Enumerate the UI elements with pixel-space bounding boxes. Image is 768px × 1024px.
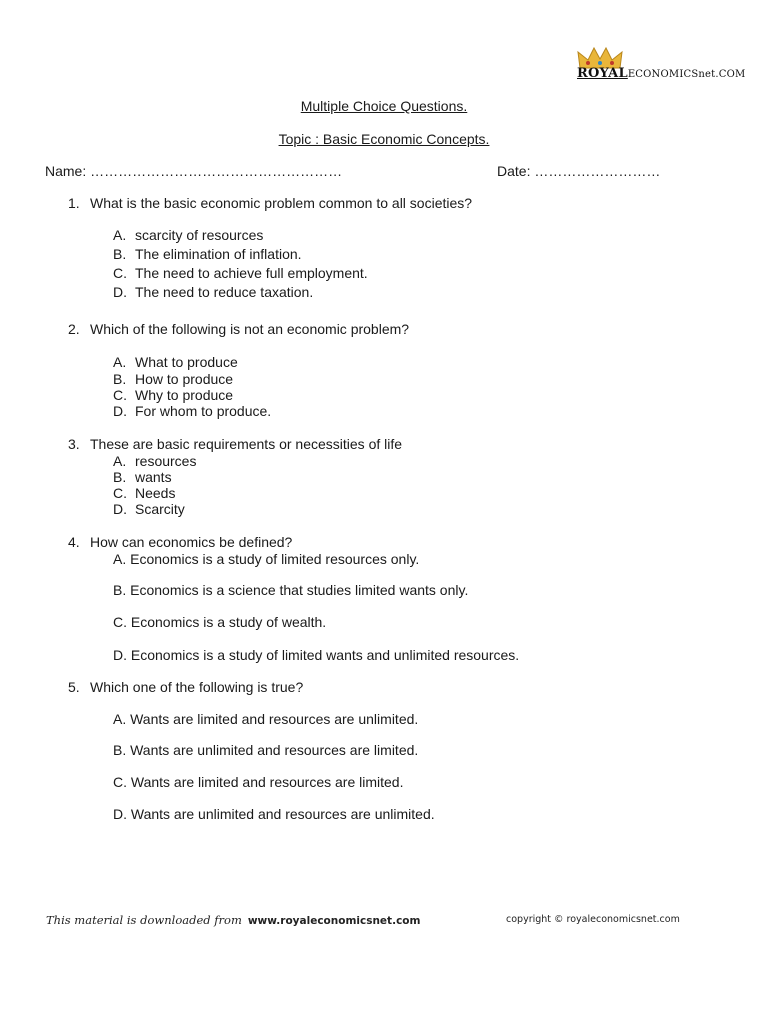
brand-logo [576, 46, 746, 82]
logo-text: ROYALECONOMICSnet.COM [577, 66, 746, 81]
option-1d: D. The need to reduce taxation. [113, 284, 314, 300]
option-4b: B. Economics is a science that studies limited wants only. [113, 582, 469, 598]
option-3d: D. Scarcity [113, 501, 185, 517]
question-5: 5. Which one of the following is true? [68, 679, 304, 695]
footer-copyright: copyright © royaleconomicsnet.com [506, 914, 680, 925]
question-2: 2. Which of the following is not an economic problem? [68, 321, 410, 337]
option-5a: A. Wants are limited and resources are unlimited. [113, 711, 419, 727]
option-2b: B. How to produce [113, 371, 234, 387]
topic-title: Topic : Basic Economic Concepts. [278, 131, 490, 147]
option-2d: D. For whom to produce. [113, 403, 272, 419]
option-1b: B. The elimination of inflation. [113, 246, 302, 262]
option-5d: D. Wants are unlimited and resources are unlimited. [113, 806, 435, 822]
question-3: 3. These are basic requirements or necessities of life [68, 436, 403, 452]
option-5b: B. Wants are unlimited and resources are limited. [113, 742, 419, 758]
footer-url-link[interactable]: www.royaleconomicsnet.com [247, 915, 421, 927]
option-1a: A. scarcity of resources [113, 227, 264, 243]
question-4: 4. How can economics be defined? [68, 534, 293, 550]
name-field: Name: ……………………………………………… [45, 163, 343, 179]
option-5c: C. Wants are limited and resources are limited. [113, 774, 404, 790]
option-3c: C. Needs [113, 485, 176, 501]
date-field: Date: ……………………… [497, 163, 661, 179]
option-3b: B. wants [113, 469, 172, 485]
footer-download-note: This material is downloaded from www.royaleconomicsnet.com [46, 913, 421, 927]
question-1: 1. What is the basic economic problem common to all societies? [68, 195, 473, 211]
option-1c: C. The need to achieve full employment. [113, 265, 368, 281]
option-3a: A. resources [113, 453, 197, 469]
option-4a: A. Economics is a study of limited resources only. [113, 551, 420, 567]
option-4c: C. Economics is a study of wealth. [113, 614, 327, 630]
option-4d: D. Economics is a study of limited wants and unlimited resources. [113, 647, 520, 663]
option-2a: A. What to produce [113, 354, 238, 370]
page-title: Multiple Choice Questions. [300, 98, 468, 114]
option-2c: C. Why to produce [113, 387, 234, 403]
